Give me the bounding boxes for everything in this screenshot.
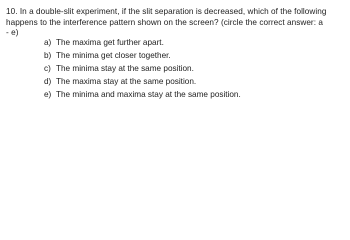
option-text: The maxima get further apart.	[56, 38, 164, 47]
option-text: The minima stay at the same position.	[56, 64, 194, 73]
answer-option-c[interactable]	[44, 62, 241, 75]
answer-option-a[interactable]	[44, 36, 241, 49]
option-text: The maxima stay at the same position.	[56, 77, 197, 86]
option-letter: e)	[44, 90, 52, 99]
question-text	[6, 7, 346, 39]
option-letter: d)	[44, 77, 52, 86]
question-line-3: - e)	[6, 28, 19, 38]
option-text: The minima and maxima stay at the same position.	[56, 90, 241, 99]
answer-option-b[interactable]	[44, 49, 241, 62]
answer-option-e[interactable]	[44, 88, 241, 101]
question-line-2: happens to the interference pattern shown on the screen? (circle the correct answer: a	[6, 17, 323, 27]
option-letter: a)	[44, 38, 52, 47]
answer-option-d[interactable]	[44, 75, 241, 88]
option-letter: c)	[44, 64, 51, 73]
answer-options-list	[44, 36, 241, 101]
option-text: The minima get closer together.	[56, 51, 171, 60]
question-line-1: 10. In a double-slit experiment, if the slit separation is decreased, which of the following	[6, 7, 327, 16]
option-letter: b)	[44, 51, 52, 60]
